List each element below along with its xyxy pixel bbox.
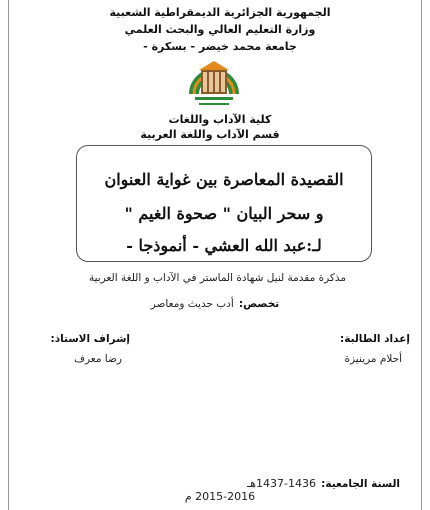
ministry-heading: وزارة التعليم العالي والبحث العلمي <box>124 23 316 36</box>
specialty-line <box>140 292 290 311</box>
university-logo <box>185 56 243 110</box>
supervisor-name: رضا معرف <box>74 353 122 365</box>
specialty-value: أدب حديث ومعاصر <box>150 298 234 310</box>
student-name: أحلام مرينيزة <box>344 353 402 365</box>
faculty-heading: كلية الآداب واللغات <box>168 113 272 126</box>
memo-description: مذكرة مقدمة لنيل شهادة الماستر في الآداب و اللغة العربية <box>88 272 346 284</box>
title-line-3: لـ:عبد الله العشي - أنموذجا - <box>126 236 322 255</box>
title-line-2: و سحر البيان " صحوة الغيم " <box>124 204 324 223</box>
academic-year-label: السنة الجامعية: <box>321 478 400 490</box>
department-heading: قسم الآداب واللغة العربية <box>140 128 280 141</box>
academic-year-hijri: 1436-1437هـ <box>247 477 317 490</box>
university-heading: جامعة محمد خيضر - بسكرة - <box>143 40 297 53</box>
thesis-title-box <box>76 145 372 262</box>
title-line-1: القصيدة المعاصرة بين غواية العنوان <box>104 170 344 189</box>
supervisor-label: إشراف الاستاذ: <box>50 333 130 345</box>
republic-heading: الجمهورية الجزائرية الديمقراطية الشعبية <box>109 6 331 19</box>
logo-emblem-icon <box>185 56 243 110</box>
student-label: إعداد الطالبة: <box>340 333 410 345</box>
academic-year-line <box>150 472 400 491</box>
academic-year-gregorian: 2015-2016 م <box>184 490 256 503</box>
specialty-label: تخصص: <box>238 298 280 310</box>
